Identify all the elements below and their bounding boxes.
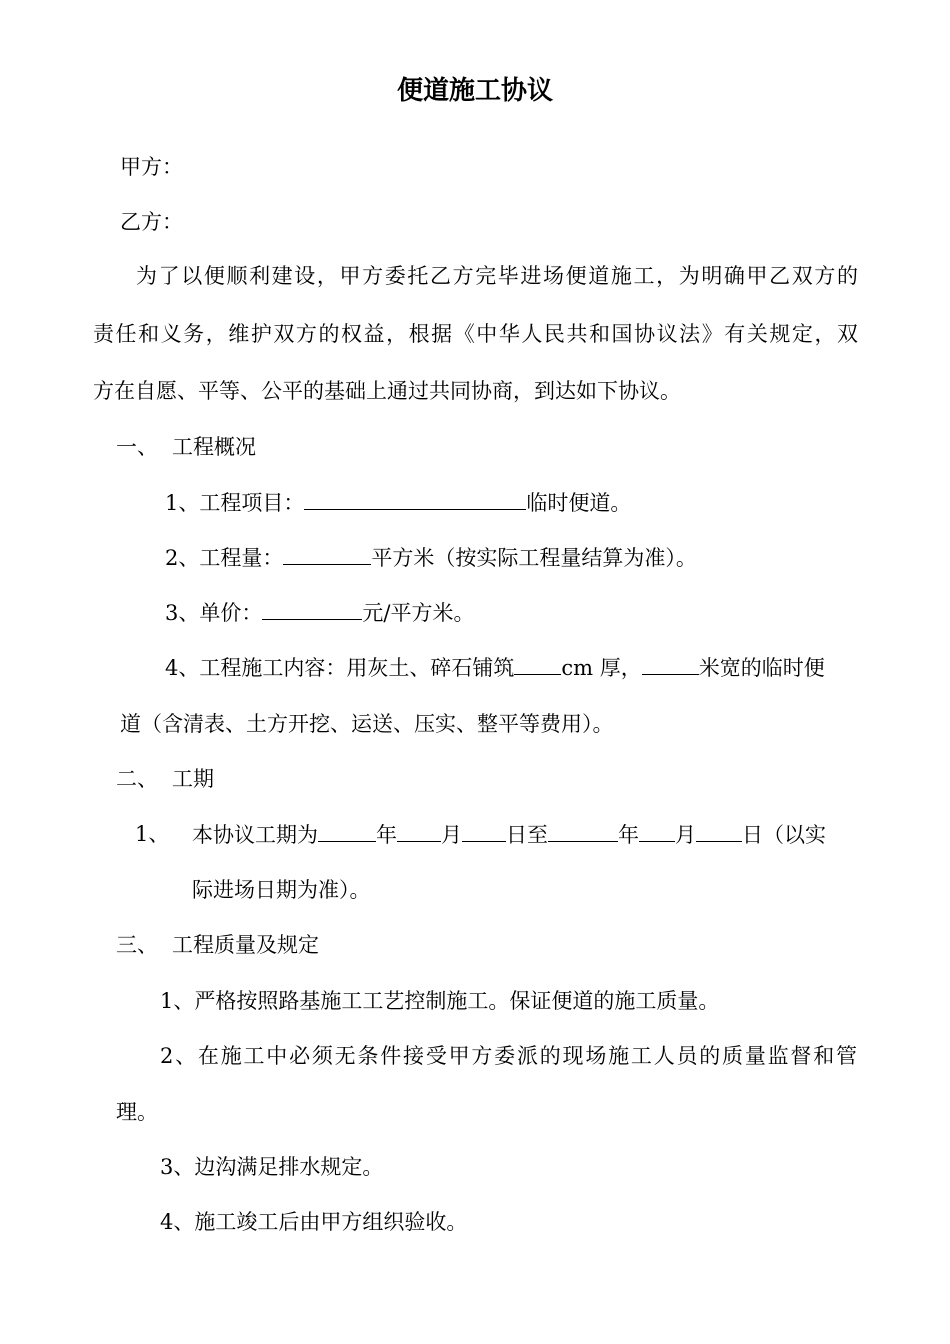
- section-1-number: 一、: [116, 435, 158, 459]
- sec1-item-4-mid: cm 厚，: [561, 656, 642, 680]
- start-month-blank[interactable]: [397, 819, 441, 842]
- start-year-unit: 年: [376, 823, 397, 847]
- start-day-unit: 日至: [506, 823, 548, 847]
- sec3-item-1: 1、严格按照路基施工工艺控制施工。保证便道的施工质量。: [160, 989, 720, 1013]
- end-day-unit: 日: [742, 823, 763, 847]
- sec3-item-2-line-1: 2、在施工中必须无条件接受甲方委派的现场施工人员的质量监督和管: [160, 1044, 857, 1068]
- sec1-item-4-line-2: 道（含清表、土方开挖、运送、压实、整平等费用）。: [120, 712, 614, 736]
- sec1-item-4-label: 4、工程施工内容：用灰土、碎石铺筑: [165, 656, 515, 680]
- end-month-blank[interactable]: [639, 819, 675, 842]
- sec1-item-1-label: 1、工程项目：: [165, 491, 305, 515]
- sec2-item-1-tail: （以实: [763, 823, 826, 847]
- unit-price-blank[interactable]: [262, 597, 362, 620]
- width-blank[interactable]: [642, 652, 699, 675]
- thickness-blank[interactable]: [514, 652, 561, 675]
- sec1-item-1: [165, 487, 631, 518]
- end-day-blank[interactable]: [696, 819, 742, 842]
- quantity-blank[interactable]: [283, 542, 371, 565]
- project-name-blank[interactable]: [304, 487, 526, 510]
- sec3-item-4: 4、施工竣工后由甲方组织验收。: [160, 1210, 468, 1234]
- sec1-item-3: [165, 597, 474, 628]
- start-month-unit: 月: [441, 823, 462, 847]
- sec1-item-1-suffix: 临时便道。: [526, 491, 632, 515]
- sec3-item-3: 3、边沟满足排水规定。: [160, 1155, 384, 1179]
- sec1-item-2-label: 2、工程量：: [165, 546, 284, 570]
- sec1-item-4: [165, 652, 825, 683]
- intro-line-2: 责任和义务，维护双方的权益，根据《中华人民共和国协议法》有关规定，双: [93, 322, 858, 346]
- sec1-item-2-suffix: 平方米（按实际工程量结算为准）。: [371, 546, 697, 570]
- sec2-item-1-label: 本协议工期为: [192, 823, 318, 847]
- sec1-item-2: [165, 542, 697, 573]
- party-a-label: 甲方：: [120, 155, 183, 179]
- sec2-item-1: [192, 819, 826, 850]
- section-2-number: 二、: [116, 767, 158, 791]
- start-year-blank[interactable]: [318, 819, 376, 842]
- intro-line-1: 为了以便顺利建设，甲方委托乙方完毕进场便道施工，为明确甲乙双方的: [136, 264, 858, 288]
- section-2-heading: 工期: [172, 767, 214, 791]
- end-year-unit: 年: [618, 823, 639, 847]
- document-title: 便道施工协议: [396, 76, 553, 106]
- sec1-item-3-suffix: 元/平方米。: [362, 601, 475, 625]
- party-b-label: 乙方：: [120, 210, 183, 234]
- end-month-unit: 月: [675, 823, 696, 847]
- intro-line-3: 方在自愿、平等、公平的基础上通过共同协商，到达如下协议。: [93, 379, 681, 403]
- sec2-item-1-number: 1、: [135, 822, 170, 846]
- sec3-item-2-line-2: 理。: [116, 1100, 158, 1124]
- start-day-blank[interactable]: [462, 819, 506, 842]
- section-3-heading: 工程质量及规定: [172, 933, 319, 957]
- sec1-item-3-label: 3、单价：: [165, 601, 263, 625]
- end-year-blank[interactable]: [548, 819, 618, 842]
- section-1-heading: 工程概况: [172, 435, 256, 459]
- sec1-item-4-suffix: 米宽的临时便: [698, 656, 825, 680]
- sec2-item-1-line-2: 际进场日期为准）。: [192, 878, 371, 902]
- section-3-number: 三、: [116, 933, 158, 957]
